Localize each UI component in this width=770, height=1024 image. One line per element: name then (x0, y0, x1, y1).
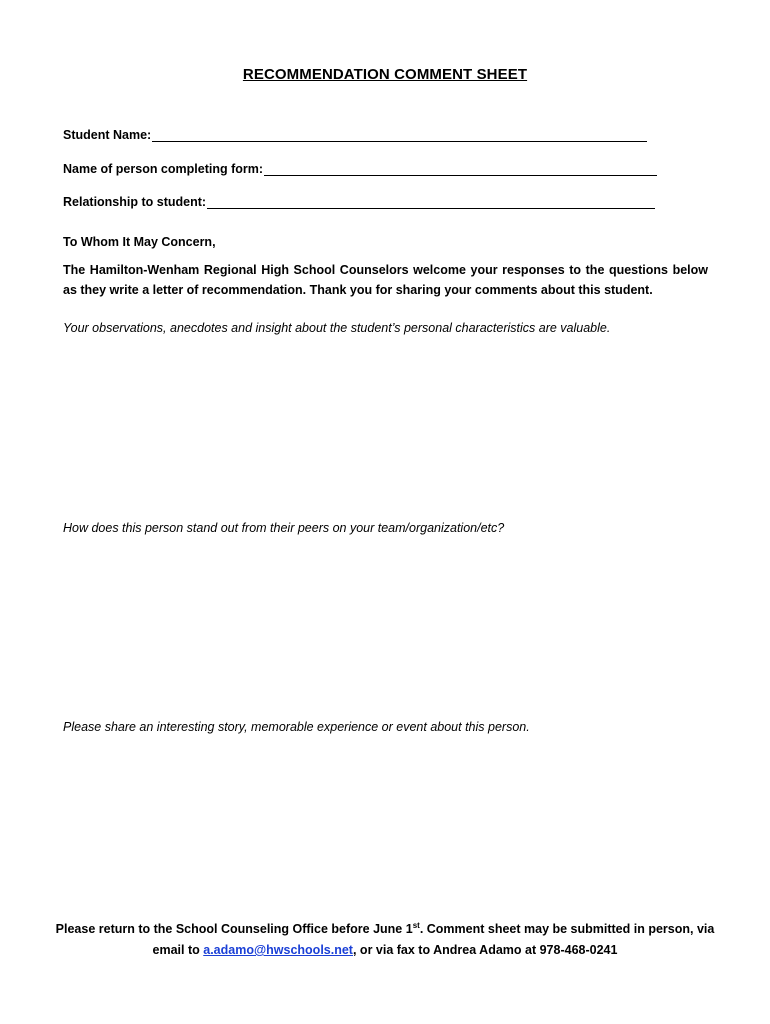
footer-text-part3: email to (152, 943, 204, 957)
student-name-input-line[interactable] (152, 129, 647, 142)
page-title: RECOMMENDATION COMMENT SHEET (242, 66, 528, 83)
footer-text-part1: Please return to the School Counseling Office before June 1 (55, 922, 413, 936)
salutation: To Whom It May Concern, (63, 235, 216, 249)
return-instructions-line-1 (40, 919, 730, 940)
person-completing-field[interactable] (63, 162, 657, 176)
intro-paragraph: The Hamilton-Wenham Regional High School Counselors welcome your responses to the questions below as they write a letter of recommendation. Thank you for sharing your comments about this student. (63, 263, 708, 297)
person-completing-label: Name of person completing form: (63, 162, 264, 176)
email-link[interactable]: a.adamo@hwschools.net (203, 943, 353, 957)
relationship-label: Relationship to student: (63, 195, 207, 209)
question-stand-out: How does this person stand out from their peers on your team/organization/etc? (63, 521, 505, 535)
relationship-field[interactable] (63, 195, 655, 209)
question-story: Please share an interesting story, memorable experience or event about this person. (63, 720, 530, 734)
footer-text-part4: , or via fax to Andrea Adamo at 978-468-0241 (352, 943, 618, 957)
footer-superscript: st (412, 920, 420, 930)
footer-text-part2: . Comment sheet may be submitted in person, via (419, 922, 715, 936)
student-name-field[interactable] (63, 128, 647, 142)
relationship-input-line[interactable] (207, 196, 655, 209)
return-instructions (40, 919, 730, 961)
question-personal-characteristics: Your observations, anecdotes and insight about the student’s personal characteristics are valuable. (63, 321, 611, 335)
student-name-label: Student Name: (63, 128, 152, 142)
person-completing-input-line[interactable] (264, 163, 657, 176)
return-instructions-line-2 (40, 940, 730, 961)
